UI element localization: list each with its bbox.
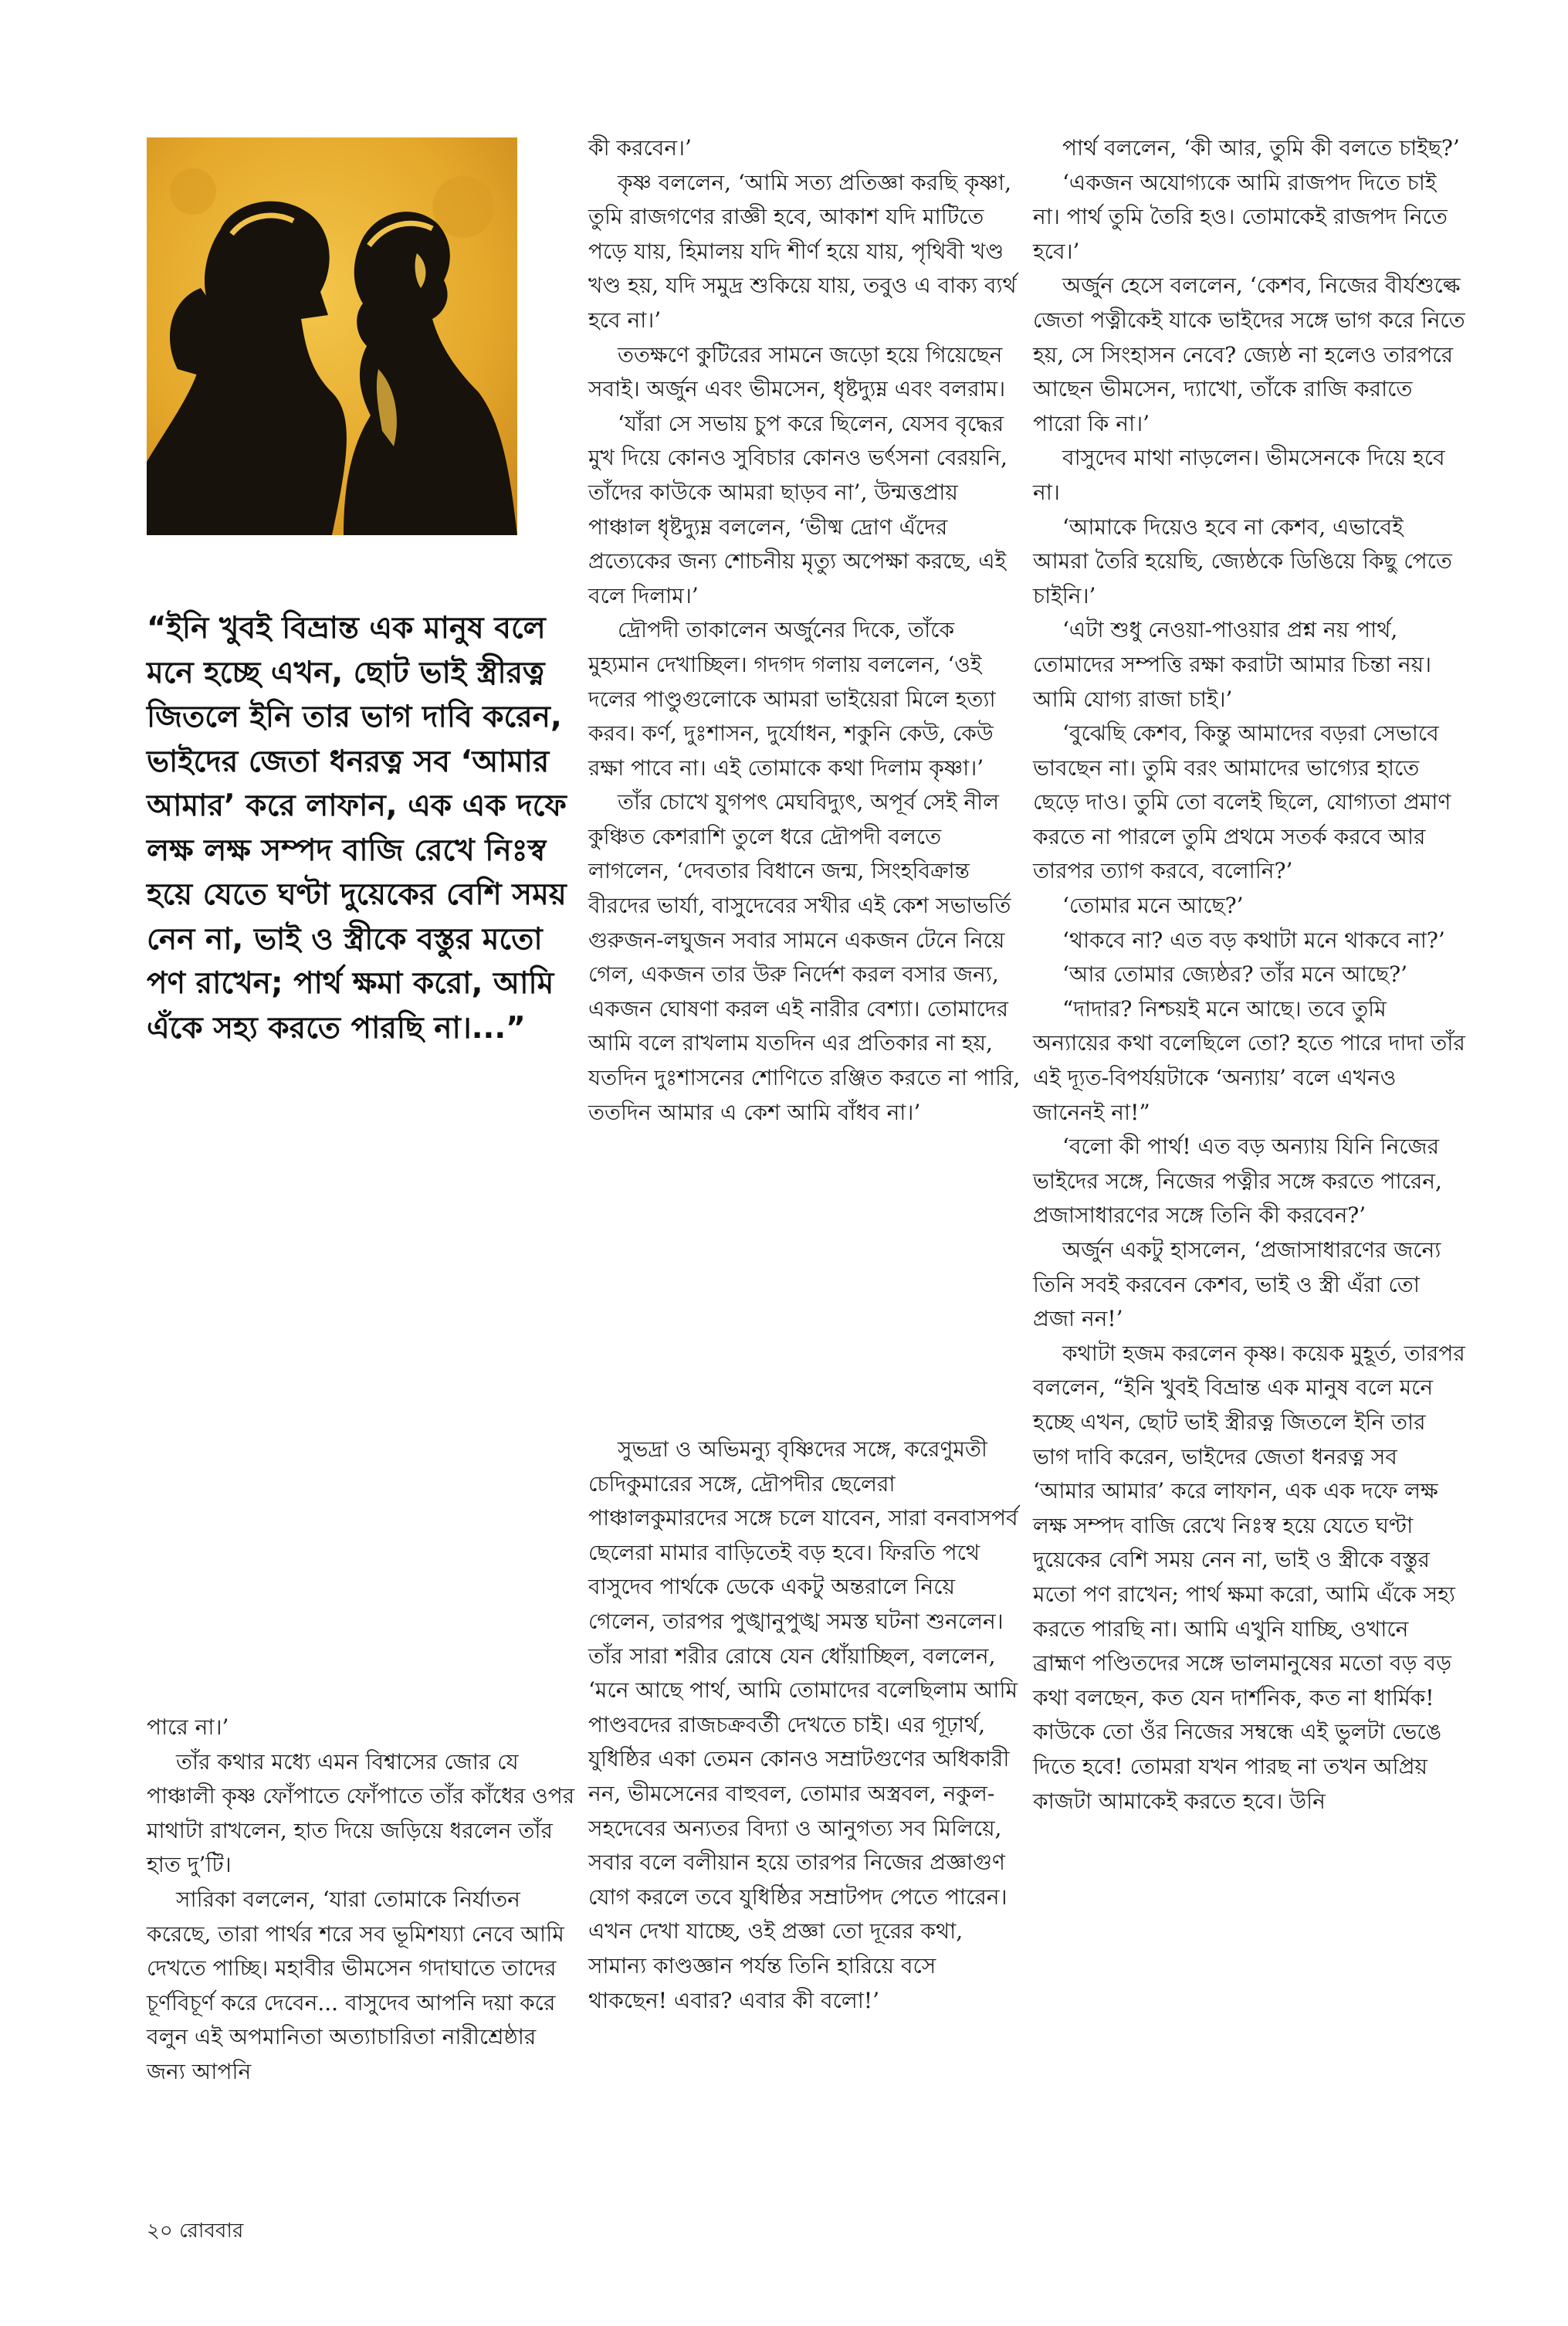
pull-quote: “ইনি খুবই বিভ্রান্ত এক মানুষ বলে মনে হচ্ছে এখন, ছোট ভাই স্ত্রীরত্ন জিতলে ইনি তার ভাগ দাবি করেন, ভাইদের জেতা ধনরত্ন সব ‘আমার আমার’ করে লাফান, এক এক দফে লক্ষ লক্ষ সম্পদ বাজি রেখে নিঃস্ব হয়ে যেতে ঘণ্টা দুয়েকের বেশি সময় নেন না, ভাই ও স্ত্রীকে বস্তুর মতো পণ রাখেন; পার্থ ক্ষমা করো, আমি এঁকে সহ্য করতে পারছি না।...” <box>147 611 567 1046</box>
paragraph: সারিকা বললেন, ‘যারা তোমাকে নির্যাতন করেছে, তারা পার্থর শরে সব ভূমিশয্যা নেবে আমি দেখতে পাচ্ছি। মহাবীর ভীমসেন গদাঘাতে তাদের চূর্ণবিচূর্ণ করে দেবেন... বাসুদেব আপনি দয়া করে বলুন এই অপমানিতা অত্যাচারিতা নারীশ্রেষ্ঠার জন্য আপনি <box>147 1886 564 2084</box>
text-column-3 <box>1033 131 1465 1819</box>
paragraph: বাসুদেব মাথা নাড়লেন। ভীমসেনকে দিয়ে হবে না। <box>1033 445 1445 505</box>
paragraph: তাঁর কথার মধ্যে এমন বিশ্বাসের জোর যে পাঞ্চালী কৃষ্ণ ফোঁপাতে ফোঁপাতে তাঁর কাঁধের ওপর মাথাটা রাখলেন, হাত দিয়ে জড়িয়ে ধরলেন তাঁর হাত দু’টি। <box>147 1748 575 1878</box>
two-figures-illustration <box>147 137 517 535</box>
paragraph: ততক্ষণে কুটিরের সামনে জড়ো হয়ে গিয়েছেন সবাই। অর্জুন এবং ভীমসেন, ধৃষ্টদ্যুম্ন এবং বলরাম। <box>588 341 1006 402</box>
text-column-2-section-break <box>588 1433 1021 2018</box>
page-number-footer: ২০ রোববার <box>147 2219 244 2243</box>
paragraph: দ্রৌপদী তাকালেন অর্জুনের দিকে, তাঁকে মুহ্যমান দেখাচ্ছিল। গদগদ গলায় বললেন, ‘ওই দলের পাণ্ডুগুলোকে আমরা ভাইয়েরা মিলে হত্যা করব। কর্ণ, দুঃশাসন, দুর্যোধন, শকুনি কেউ, কেউ রক্ষা পাবে না। এই তোমাকে কথা দিলাম কৃষ্ণা।’ <box>588 617 996 781</box>
paragraph: ‘আমাকে দিয়েও হবে না কেশব, এভাবেই আমরা তৈরি হয়েছি, জ্যেষ্ঠকে ডিঙিয়ে কিছু পেতে চাইনি।’ <box>1033 514 1452 609</box>
paragraph: সুভদ্রা ও অভিমন্যু বৃষ্ণিদের সঙ্গে, করেণুমতী চেদিকুমারের সঙ্গে, দ্রৌপদীর ছেলেরা পাঞ্চালকুমারদের সঙ্গে চলে যাবেন, সারা বনবাসপর্ব ছেলেরা মামার বাড়িতেই বড় হবে। ফিরতি পথে বাসুদেব পার্থকে ডেকে একটু অন্তরালে নিয়ে গেলেন, তারপর পুঙ্খানুপুঙ্খ সমস্ত ঘটনা শুনলেন। তাঁর সারা শরীর রোষে যেন ধোঁয়াচ্ছিল, বললেন, ‘মনে আছে পার্থ, আমি তোমাদের বলেছিলাম আমি পাণ্ডবদের রাজচক্রবর্তী দেখতে চাই। এর গূঢ়ার্থ, যুধিষ্ঠির একা তেমন কোনও সম্রাটগুণের অধিকারী নন, ভীমসেনের বাহুবল, তোমার অস্ত্রবল, নকুল-সহদেবের অন্যতর বিদ্যা ও আনুগত্য সব মিলিয়ে, সবার বলে বলীয়ান হয়ে তারপর নিজের প্রজ্ঞাগুণ যোগ করলে তবে যুধিষ্ঠির সম্রাটপদ পেতে পারেন। এখন দেখা যাচ্ছে, ওই প্রজ্ঞা তো দূরের কথা, সামান্য কাণ্ডজ্ঞান পর্যন্ত তিনি হারিয়ে বসে থাকছেন! এবার? এবার কী বলো!’ <box>588 1436 1018 2013</box>
text-column-2 <box>588 131 1021 1130</box>
story-illustration <box>147 137 517 535</box>
paragraph: পারে না।’ <box>147 1714 229 1740</box>
paragraph: ‘আর তোমার জ্যেষ্ঠর? তাঁর মনে আছে?’ <box>1062 961 1408 988</box>
paragraph: ‘যাঁরা সে সভায় চুপ করে ছিলেন, যেসব বৃদ্ধের মুখ দিয়ে কোনও সুবিচার কোনও ভর্ৎসনা বেরয়নি, তাঁদের কাউকে আমরা ছাড়ব না’, উন্মত্তপ্রায় পাঞ্চাল ধৃষ্টদ্যুম্ন বললেন, ‘ভীষ্ম দ্রোণ এঁদের প্রত্যেকের জন্য শোচনীয় মৃত্যু অপেক্ষা করছে, এই বলে দিলাম।’ <box>588 410 1008 609</box>
paragraph: ‘বুঝেছি কেশব, কিন্তু আমাদের বড়রা সেভাবে ভাবছেন না। তুমি বরং আমাদের ভাগ্যের হাতে ছেড়ে দাও। তুমি তো বলেই ছিলে, যোগ্যতা প্রমাণ করতে না পারলে তুমি প্রথমে সতর্ক করবে আর তারপর ত্যাগ করবে, বলোনি?’ <box>1033 721 1451 884</box>
paragraph: ‘এটা শুধু নেওয়া-পাওয়ার প্রশ্ন নয় পার্থ, তোমাদের সম্পত্তি রক্ষা করাটা আমার চিন্তা নয়। আমি যোগ্য রাজা চাই।’ <box>1033 617 1432 712</box>
paragraph: ‘তোমার মনে আছে?’ <box>1062 893 1244 919</box>
paragraph: কৃষ্ণ বললেন, ‘আমি সত্য প্রতিজ্ঞা করছি কৃষ্ণা, তুমি রাজগণের রাজ্ঞী হবে, আকাশ যদি মাটিতে পড়ে যায়, হিমালয় যদি শীর্ণ হয়ে যায়, পৃথিবী খণ্ড খণ্ড হয়, যদি সমুদ্র শুকিয়ে যায়, তবুও এ বাক্য ব্যর্থ হবে না।’ <box>588 169 1017 333</box>
text-column-1 <box>147 1711 579 2090</box>
paragraph: অর্জুন হেসে বললেন, ‘কেশব, নিজের বীর্যশুল্কে জেতা পত্নীকেই যাকে ভাইদের সঙ্গে ভাগ করে নিতে হয়, সে সিংহাসন নেবে? জ্যেষ্ঠ না হলেও তারপরে আছেন ভীমসেন, দ্যাখো, তাঁকে রাজি করাতে পারো কি না।’ <box>1033 273 1465 436</box>
paragraph: পার্থ বললেন, ‘কী আর, তুমি কী বলতে চাইছ?’ <box>1062 135 1460 161</box>
paragraph: কী করবেন।’ <box>588 135 692 161</box>
paragraph: কথাটা হজম করলেন কৃষ্ণ। কয়েক মুহূর্ত, তারপর বললেন, “ইনি খুবই বিভ্রান্ত এক মানুষ বলে মনে হচ্ছে এখন, ছোট ভাই স্ত্রীরত্ন জিতলে ইনি তার ভাগ দাবি করেন, ভাইদের জেতা ধনরত্ন সব ‘আমার আমার’ করে লাফান, এক এক দফে লক্ষ লক্ষ সম্পদ বাজি রেখে নিঃস্ব হয়ে যেতে ঘণ্টা দুয়েকের বেশি সময় নেন না, ভাই ও স্ত্রীকে বস্তুর মতো পণ রাখেন; পার্থ ক্ষমা করো, আমি এঁকে সহ্য করতে পারছি না। আমি এখুনি যাচ্ছি, ওখানে ব্রাহ্মণ পণ্ডিতদের সঙ্গে ভালমানুষের মতো বড় বড় কথা বলছেন, কত যেন দার্শনিক, কত না ধার্মিক! কাউকে তো ওঁর নিজের সম্বন্ধে এই ভুলটা ভেঙে দিতে হবে! তোমরা যখন পারছ না তখন অপ্রিয় কাজটা আমাকেই করতে হবে। উনি <box>1033 1340 1465 1814</box>
paragraph: ‘থাকবে না? এত বড় কথাটা মনে থাকবে না?’ <box>1062 927 1445 953</box>
paragraph: ‘একজন অযোগ্যকে আমি রাজপদ দিতে চাই না। পার্থ তুমি তৈরি হও। তোমাকেই রাজপদ নিতে হবে।’ <box>1033 169 1448 264</box>
paragraph: ‘বলো কী পার্থ! এত বড় অন্যায় যিনি নিজের ভাইদের সঙ্গে, নিজের পত্নীর সঙ্গে করতে পারেন, প্রজাসাধারণের সঙ্গে তিনি কী করবেন?’ <box>1033 1134 1442 1229</box>
paragraph: তাঁর চোখে যুগপৎ মেঘবিদ্যুৎ, অপূর্ব সেই নীল কুঞ্চিত কেশরাশি তুলে ধরে দ্রৌপদী বলতে লাগলেন, ‘দেবতার বিধানে জন্ম, সিংহবিক্রান্ত বীরদের ভার্যা, বাসুদেবের সখীর এই কেশ সভাভর্তি গুরুজন-লঘুজন সবার সামনে একজন টেনে নিয়ে গেল, একজন তার উরু নির্দেশ করল বসার জন্য, একজন ঘোষণা করল এই নারীর বেশ্যা। তোমাদের আমি বলে রাখলাম যতদিন এর প্রতিকার না হয়, যতদিন দুঃশাসনের শোণিতে রঞ্জিত করতে না পারি, ততদিন আমার এ কেশ আমি বাঁধব না।’ <box>588 789 1021 1125</box>
paragraph: “দাদার? নিশ্চয়ই মনে আছে। তবে তুমি অন্যায়ের কথা বলেছিলে তো? হতে পারে দাদা তাঁর এই দ্যূত-বিপর্যয়টাকে ‘অন্যায়’ বলে এখনও জানেনই না!” <box>1033 995 1465 1125</box>
paragraph: অর্জুন একটু হাসলেন, ‘প্রজাসাধারণের জন্যে তিনি সবই করবেন কেশব, ভাই ও স্ত্রী এঁরা তো প্রজা নন!’ <box>1033 1237 1441 1332</box>
